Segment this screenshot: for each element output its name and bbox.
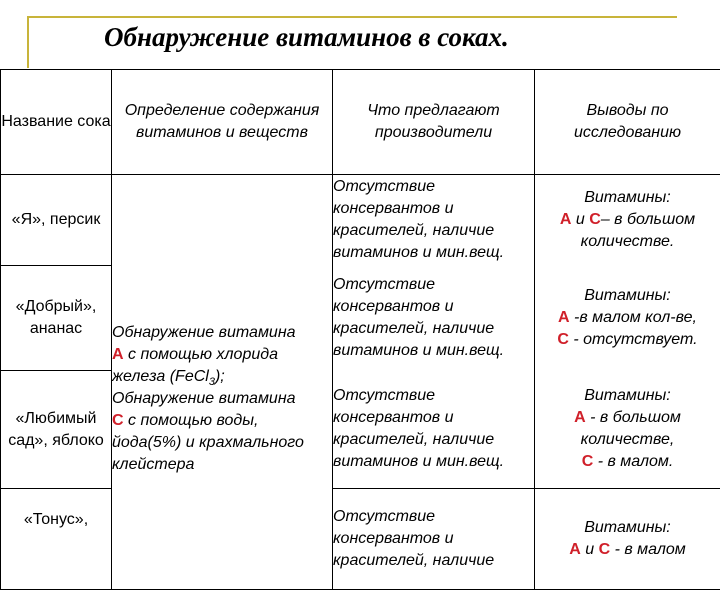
conclusion-title: Витамины: (535, 187, 720, 209)
frame-left-line (27, 16, 29, 68)
conclusion-cell (535, 266, 720, 371)
conclusion-text: - отсутствует. (569, 331, 698, 348)
vitamin-c-label: С (582, 453, 594, 470)
conclusion-text: - в малом. (593, 453, 673, 470)
frame-top-line (27, 16, 677, 18)
method-cell (112, 175, 333, 590)
vitamin-table (0, 69, 720, 590)
conclusion-text: и (571, 211, 589, 228)
vitamin-a-label: А (560, 211, 572, 228)
conclusion-cell (535, 371, 720, 489)
vitamin-a-label: А (574, 409, 586, 426)
method-line: с помощью воды, (124, 412, 259, 429)
vitamin-a-label: А (558, 309, 570, 326)
table-row (1, 266, 720, 371)
method-line: с помощью хлорида (124, 346, 278, 363)
method-line: железа (FeCl (112, 368, 209, 385)
conclusion-text: - в большом количестве, (581, 409, 681, 448)
method-line: ); (215, 368, 225, 385)
conclusion-title: Витамины: (535, 517, 720, 539)
table-row (1, 175, 720, 266)
producers-cell: Отсутствие консервантов и красителей, наличие витаминов и мин.вещ. (333, 266, 535, 371)
vitamin-c-label: С (589, 211, 601, 228)
conclusion-text: - в малом (610, 541, 686, 558)
conclusion-cell (535, 489, 720, 590)
conclusion-text: и (581, 541, 599, 558)
page-title: Обнаружение витаминов в соках. (104, 22, 509, 53)
producers-cell: Отсутствие консервантов и красителей, наличие витаминов и мин.вещ. (333, 175, 535, 266)
conclusion-cell (535, 175, 720, 266)
table-row (1, 371, 720, 489)
method-line: клейстера (112, 456, 194, 473)
vitamin-a-label: А (112, 346, 124, 363)
method-line: йода(5%) и крахмального (112, 434, 304, 451)
table-header-row (1, 70, 720, 175)
juice-name: «Добрый», ананас (1, 266, 112, 371)
conclusion-text: -в малом кол-ве, (570, 309, 697, 326)
vitamin-c-label: С (557, 331, 569, 348)
vitamin-a-label: А (569, 541, 581, 558)
header-conclusions: Выводы по исследованию (535, 70, 720, 175)
header-juice-name: Название сока (1, 70, 112, 175)
conclusion-title: Витамины: (535, 385, 720, 407)
vitamin-c-label: С (112, 412, 124, 429)
producers-cell: Отсутствие консервантов и красителей, наличие витаминов и мин.вещ. (333, 371, 535, 489)
juice-name: «Я», персик (1, 175, 112, 266)
juice-name: «Тонус», (1, 489, 112, 590)
producers-cell: Отсутствие консервантов и красителей, наличие (333, 489, 535, 590)
header-producers: Что предлагают производители (333, 70, 535, 175)
conclusion-text: – в большом количестве. (581, 211, 695, 250)
method-line: Обнаружение витамина (112, 324, 296, 341)
formula-subscript: 3 (209, 376, 215, 388)
header-method: Определение содержания витаминов и веществ (112, 70, 333, 175)
juice-name: «Любимый сад», яблоко (1, 371, 112, 489)
vitamin-c-label: С (599, 541, 611, 558)
conclusion-title: Витамины: (535, 285, 720, 307)
table-row (1, 489, 720, 590)
method-line: Обнаружение витамина (112, 390, 296, 407)
